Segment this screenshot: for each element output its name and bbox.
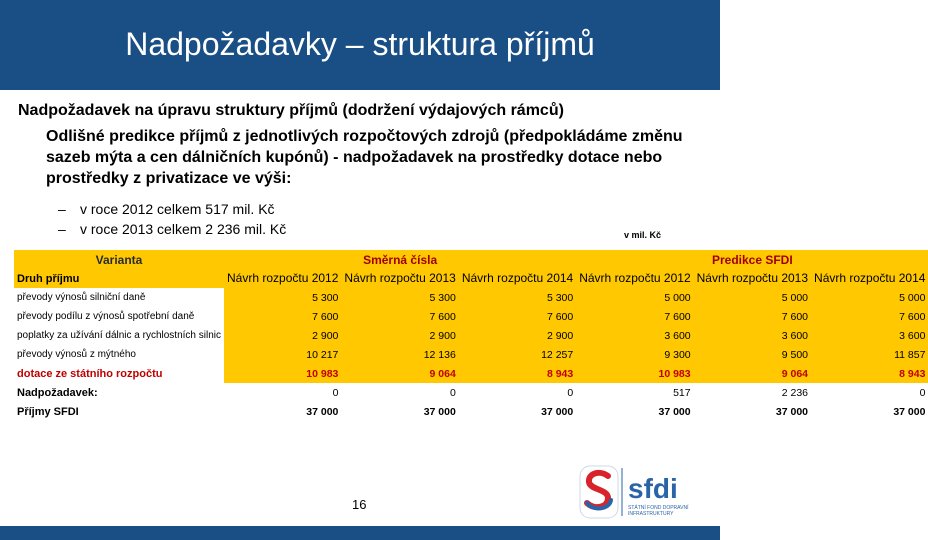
cell: 10 983 [224,364,341,383]
predikce-header: Predikce SFDI [576,250,928,269]
cell: 11 857 [811,345,928,364]
col-header: Návrh rozpočtu 2013 [341,269,458,288]
col-header: Návrh rozpočtu 2012 [224,269,341,288]
table-row [14,326,928,345]
col-header: Návrh rozpočtu 2012 [576,269,693,288]
bullet-list [58,199,708,239]
row-label: převody podílu z výnosů spotřební daně [17,311,195,322]
druh-header: Druh příjmu [14,269,224,288]
cell: 7 600 [341,307,458,326]
cell: 2 900 [459,326,576,345]
row-label: převody výnosů z mýtného [17,349,136,360]
cell: 8 943 [459,364,576,383]
bottom-bar [0,526,720,540]
detail-paragraph: Odlišné predikce příjmů z jednotlivých rozpočtových zdrojů (předpokládáme změnu sazeb mýta a cen dálničních kupónů) - nadpožadavek na prostředky dotace nebo prostředky z privatizace ve výši: [46,128,683,187]
col-header: Návrh rozpočtu 2014 [811,269,928,288]
cell: 2 236 [781,386,809,399]
table-row [14,307,928,326]
cell: 8 943 [811,364,928,383]
varianta-header: Varianta [14,250,224,269]
col-header: Návrh rozpočtu 2013 [694,269,811,288]
cell: 5 000 [811,288,928,307]
cell: 0 [332,386,339,399]
svg-text:STÁTNÍ FOND DOPRAVNÍ INF: STÁTNÍ FOND DOPRAVNÍ INFRASTRUKTURY [628,505,689,517]
row-label: dotace ze státního rozpočtu [17,367,163,380]
row-label: poplatky za užívání dálnic a rychlostních silnic [17,330,221,341]
bullet-item: – v roce 2012 celkem 517 mil. Kč [58,201,275,217]
table-row [14,383,928,402]
cell: 7 600 [459,307,576,326]
row-label: Nadpožadavek: [17,386,98,399]
cell: 7 600 [694,307,811,326]
intro-paragraph: Nadpožadavek na úpravu struktury příjmů (dodržení výdajových rámců) [18,102,564,119]
row-label: Příjmy SFDI [17,405,79,418]
slide-body [18,100,708,239]
page-number: 16 [352,497,367,512]
row-label: převody výnosů silniční daně [17,292,146,303]
cell: 10 217 [224,345,341,364]
sfdi-logo [578,462,708,522]
table-row [14,402,928,421]
bullet-item: – v roce 2013 celkem 2 236 mil. Kč [58,221,287,237]
cell: 37 000 [658,405,691,418]
cell: 3 600 [811,326,928,345]
revenue-table [14,250,928,421]
cell: 5 300 [459,288,576,307]
cell: 37 000 [306,405,339,418]
cell: 3 600 [694,326,811,345]
cell: 9 300 [576,345,693,364]
cell: 0 [919,386,926,399]
cell: 5 000 [694,288,811,307]
cell: 9 500 [694,345,811,364]
table-row [14,288,928,307]
cell: 3 600 [576,326,693,345]
svg-text:sfdi: sfdi [628,473,678,504]
cell: 7 600 [811,307,928,326]
unit-label: v mil. Kč [624,230,662,240]
smerna-header: Směrná čísla [224,250,576,269]
cell: 9 064 [694,364,811,383]
table-row [14,364,928,383]
cell: 2 900 [224,326,341,345]
cell: 37 000 [893,405,926,418]
sfdi-logo-icon [578,462,708,522]
cell: 0 [567,386,574,399]
cell: 517 [673,386,691,399]
slide-title: Nadpožadavky – struktura příjmů [125,26,595,62]
cell: 37 000 [541,405,574,418]
cell: 10 983 [576,364,693,383]
col-header: Návrh rozpočtu 2014 [459,269,576,288]
cell: 5 000 [576,288,693,307]
cell: 5 300 [341,288,458,307]
cell: 0 [449,386,456,399]
table-row [14,345,928,364]
cell: 5 300 [224,288,341,307]
cell: 9 064 [341,364,458,383]
cell: 37 000 [423,405,456,418]
cell: 2 900 [341,326,458,345]
cell: 7 600 [576,307,693,326]
cell: 12 136 [341,345,458,364]
cell: 37 000 [775,405,809,418]
cell: 12 257 [459,345,576,364]
slide-header [0,0,720,90]
cell: 7 600 [224,307,341,326]
